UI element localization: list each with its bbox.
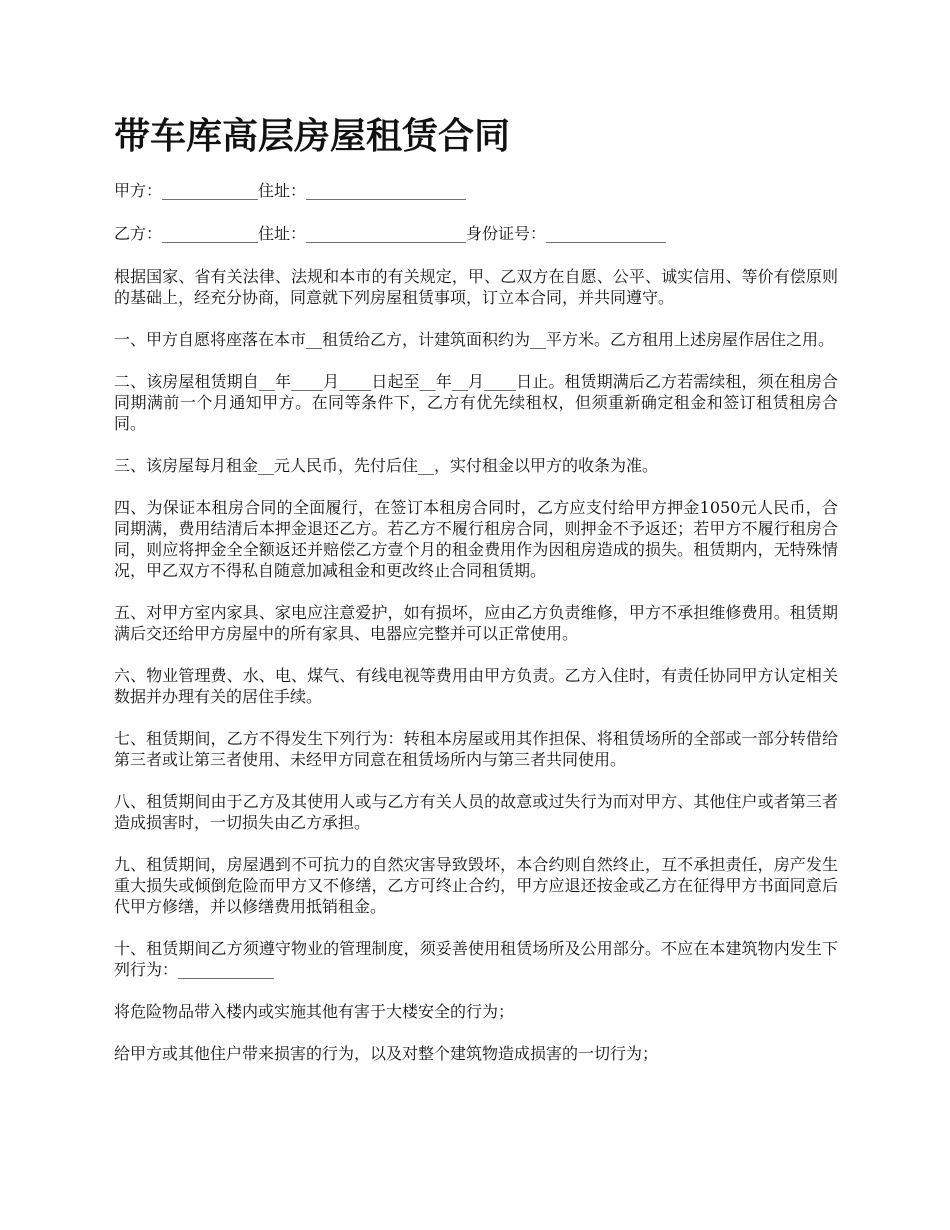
clause-1-paragraph: 一、甲方自愿将座落在本市__租赁给乙方，计建筑面积约为__平方米。乙方租用上述房屋作居住之用。 [114, 330, 835, 349]
clause-3-paragraph: 三、该房屋每月租金__元人民币，先付后住__，实付租金以甲方的收条为准。 [114, 456, 659, 475]
preamble-paragraph: 根据国家、省有关法律、法规和本市的有关规定，甲、乙双方在自愿、公平、诚实信用、等价有偿原则的基础上，经充分协商，同意就下列房屋租赁事项，订立本合同，并共同遵守。 [114, 267, 838, 307]
clause-9-paragraph: 九、租赁期间，房屋遇到不可抗力的自然灾害导致毁坏，本合约则自然终止，互不承担责任，房产发生重大损失或倾倒危险而甲方又不修缮，乙方可终止合约，甲方应退还按金或乙方在征得甲方书面同意后代甲方修缮，并以修缮费用抵销租金。 [114, 855, 838, 916]
clause-7-paragraph: 七、租赁期间，乙方不得发生下列行为：转租本房屋或用其作担保、将租赁场所的全部或一部分转借给第三者或让第三者使用、未经甲方同意在租赁场所内与第三者共同使用。 [114, 729, 838, 769]
clause-10-item-2: 给甲方或其他住户带来损害的行为，以及对整个建筑物造成损害的一切行为； [114, 1044, 659, 1063]
clause-6-paragraph: 六、物业管理费、水、电、煤气、有线电视等费用由甲方负责。乙方入住时，有责任协同甲方认定相关数据并办理有关的居住手续。 [114, 666, 838, 706]
clause-5-paragraph: 五、对甲方室内家具、家电应注意爱护，如有损坏，应由乙方负责维修，甲方不承担维修费用。租赁期满后交还给甲方房屋中的所有家具、电器应完整并可以正常使用。 [114, 603, 838, 643]
document-title: 带车库高层房屋租赁合同 [114, 115, 511, 157]
party-b-line: 乙方：____________住址：____________________身份证号：_______________ [114, 224, 667, 243]
clause-8-paragraph: 八、租赁期间由于乙方及其使用人或与乙方有关人员的故意或过失行为而对甲方、其他住户或者第三者造成损害时，一切损失由乙方承担。 [114, 792, 838, 832]
clause-4-paragraph: 四、为保证本租房合同的全面履行，在签订本租房合同时，乙方应支付给甲方押金1050元人民币，合同期满，费用结清后本押金退还乙方。若乙方不履行租房合同，则押金不予返还；若甲方不履行租房合同，则应将押金全全额返还并赔偿乙方壹个月的租金费用作为因租房造成的损失。租赁期内，无特殊情况，甲乙双方不得私自随意加减租金和更改终止合同租赁期。 [114, 498, 838, 580]
party-a-line: 甲方：____________住址：____________________ [114, 181, 467, 200]
clause-10-paragraph: 十、租赁期间乙方须遵守物业的管理制度，须妥善使用租赁场所及公用部分。不应在本建筑物内发生下列行为：____________ [114, 939, 838, 979]
clause-10-item-1: 将危险物品带入楼内或实施其他有害于大楼安全的行为； [114, 1002, 515, 1021]
clause-2-paragraph: 二、该房屋租赁期自__年____月____日起至__年__月____日止。租赁期满后乙方若需续租，须在租房合同期满前一个月通知甲方。在同等条件下，乙方有优先续租权，但须重新确定租金和签订租赁租房合同。 [114, 372, 838, 433]
